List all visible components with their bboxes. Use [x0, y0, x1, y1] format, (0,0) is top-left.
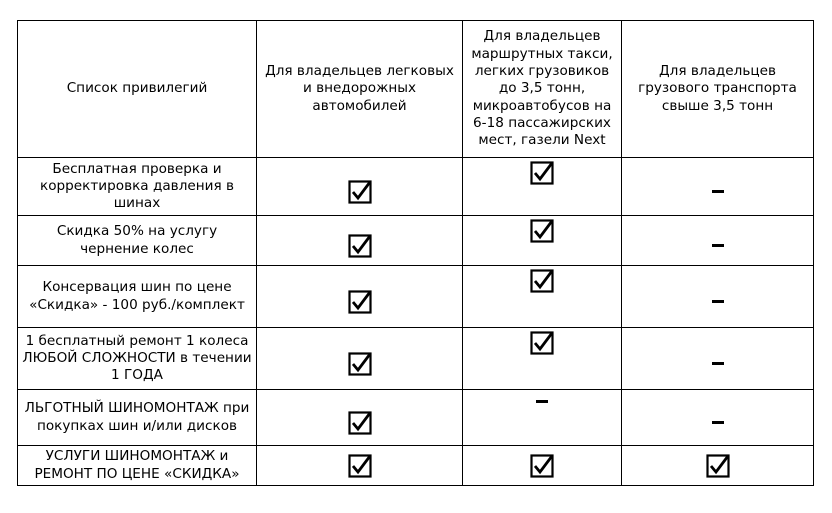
table-row [18, 216, 814, 266]
header-row [18, 21, 814, 158]
header-cars: Для владельцев легковых и внедорожных автомобилей [257, 21, 463, 158]
checkbox-checked-icon [348, 411, 372, 435]
cell-minibus [463, 216, 622, 266]
table-row [18, 446, 814, 486]
table-row [18, 328, 814, 390]
checkbox-checked-icon [530, 269, 554, 293]
cell-minibus [463, 328, 622, 390]
checkbox-checked-icon [530, 219, 554, 243]
header-trucks: Для владельцев грузового транспорта свыше 3,5 тонн [622, 21, 814, 158]
cell-minibus [463, 158, 622, 216]
cell-minibus [463, 266, 622, 328]
row-label: Скидка 50% на услугу чернение колес [18, 216, 257, 266]
checkbox-checked-icon [530, 161, 554, 185]
row-label: Бесплатная проверка и корректировка давления в шинах [18, 158, 257, 216]
checkbox-checked-icon [530, 454, 554, 478]
checkbox-checked-icon [348, 234, 372, 258]
cell-cars [257, 328, 463, 390]
checkbox-checked-icon [348, 352, 372, 376]
cell-cars [257, 390, 463, 446]
checkbox-checked-icon [530, 331, 554, 355]
dash-icon [712, 300, 724, 303]
checkbox-checked-icon [348, 180, 372, 204]
row-label: УСЛУГИ ШИНОМОНТАЖ и РЕМОНТ ПО ЦЕНЕ «СКИДКА» [18, 446, 257, 486]
cell-trucks [622, 216, 814, 266]
row-label: 1 бесплатный ремонт 1 колеса ЛЮБОЙ СЛОЖНОСТИ в течении 1 ГОДА [18, 328, 257, 390]
cell-cars [257, 216, 463, 266]
dash-icon [712, 244, 724, 247]
cell-minibus [463, 390, 622, 446]
cell-cars [257, 158, 463, 216]
dash-icon [536, 400, 548, 403]
checkbox-checked-icon [348, 454, 372, 478]
dash-icon [712, 362, 724, 365]
cell-minibus [463, 446, 622, 486]
table-row [18, 158, 814, 216]
dash-icon [712, 421, 724, 424]
table-row [18, 390, 814, 446]
table-row [18, 266, 814, 328]
header-minibus: Для владельцев маршрутных такси, легких грузовиков до 3,5 тонн, микроавтобусов на 6-18 пассажирских мест, газели Next [463, 21, 622, 158]
row-label: ЛЬГОТНЫЙ ШИНОМОНТАЖ при покупках шин и/или дисков [18, 390, 257, 446]
checkbox-checked-icon [706, 454, 730, 478]
cell-trucks [622, 390, 814, 446]
dash-icon [712, 190, 724, 193]
cell-trucks [622, 328, 814, 390]
cell-cars [257, 446, 463, 486]
cell-trucks [622, 446, 814, 486]
cell-trucks [622, 266, 814, 328]
row-label: Консервация шин по цене «Скидка» - 100 руб./комплект [18, 266, 257, 328]
header-privileges: Список привилегий [18, 21, 257, 158]
cell-cars [257, 266, 463, 328]
checkbox-checked-icon [348, 290, 372, 314]
privileges-table [17, 20, 814, 486]
cell-trucks [622, 158, 814, 216]
